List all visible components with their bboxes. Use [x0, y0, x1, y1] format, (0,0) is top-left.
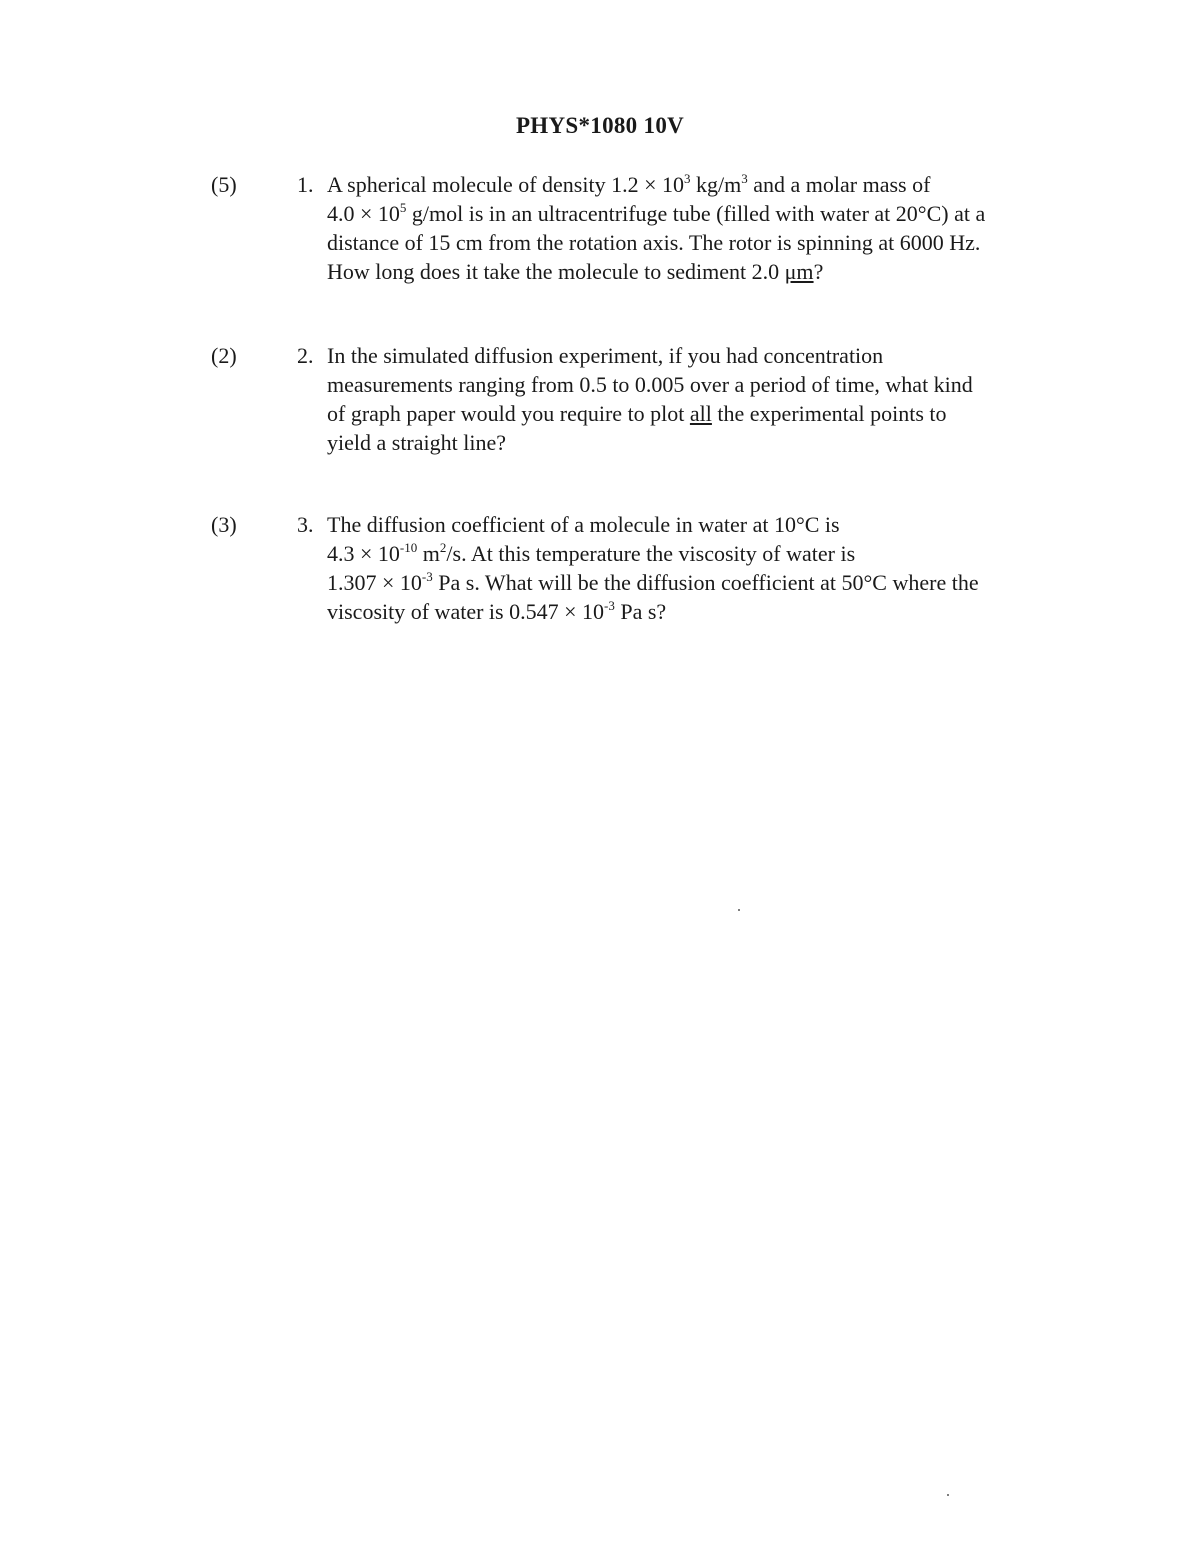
scan-speck [947, 1494, 949, 1496]
question-3-line-1: The diffusion coefficient of a molecule in water at 10°C is [327, 512, 840, 537]
question-2-line-2: measurements ranging from 0.5 to 0.005 over a period of time, what kind [327, 372, 973, 397]
question-1-line-2: $4.0 \times 10^5$ g/mol is in an ultracentrifuge tube (filled with water at 20°C) at a [327, 200, 986, 226]
question-1-line-4: How long does it take the molecule to sediment 2.0 μm? [327, 259, 824, 284]
question-1-line-1: A spherical molecule of density $1.2 \times 10^3$ $kg/m^3$ and a molar mass of [327, 171, 931, 197]
question-1-text [327, 170, 1057, 286]
question-2-line-1: In the simulated diffusion experiment, if you had concentration [327, 343, 884, 368]
question-2-number: 2. [297, 343, 314, 368]
question-3-line-3: $1.307 \times 10^{-3}$ Pa s. What will be the diffusion coefficient at 50°C where the [327, 569, 979, 595]
question-2-text [327, 341, 1057, 457]
question-3-text [327, 510, 1057, 626]
question-1-line-3: distance of 15 cm from the rotation axis. The rotor is spinning at 6000 Hz. [327, 230, 981, 255]
page-title: PHYS*1080 10V [515, 113, 685, 138]
question-3-number: 3. [297, 512, 314, 537]
question-1-marks: (5) [211, 172, 237, 197]
question-3-line-2: $4.3 \times 10^{-10}$ $m^2/s$. At this temperature the viscosity of water is [327, 540, 856, 566]
scan-speck [738, 909, 740, 911]
question-3-line-4: viscosity of water is $0.547 \times 10^{-3}$ Pa s? [327, 598, 667, 624]
question-2-line-3: of graph paper would you require to plot all the experimental points to [327, 401, 947, 426]
question-2-marks: (2) [211, 343, 237, 368]
question-2-line-4: yield a straight line? [327, 430, 506, 455]
question-1-number: 1. [297, 172, 314, 197]
question-3-marks: (3) [211, 512, 237, 537]
